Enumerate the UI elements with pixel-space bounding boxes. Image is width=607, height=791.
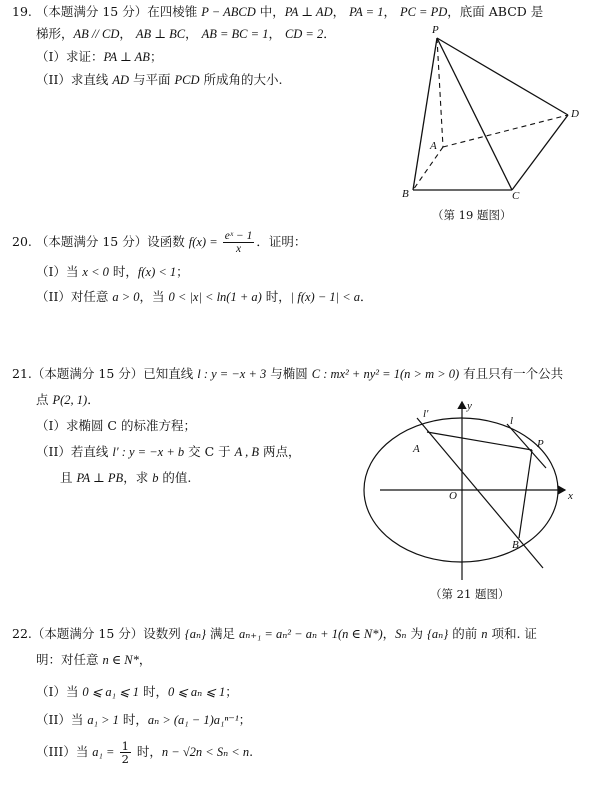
q19-label-D: D: [571, 108, 579, 120]
q22-text: ；: [238, 712, 252, 727]
q19-label-C: C: [512, 190, 520, 202]
q19-part2-end: 所成角的大小.: [199, 72, 283, 87]
q22-number: 22.: [12, 626, 32, 641]
q19-cond: AB // CD: [73, 27, 120, 41]
q22-expr: a₁ =: [92, 745, 118, 759]
q19-label-A: A: [430, 140, 437, 152]
q22-stem-text: ，: [138, 652, 152, 667]
q19-cond: PA ⊥ AD: [284, 5, 333, 19]
q19-cond: CD = 2: [284, 27, 324, 41]
q20-score: （本题满分 15 分）: [35, 234, 148, 249]
q21-label-x: x: [568, 490, 573, 502]
q22-text: ；: [225, 684, 238, 699]
q19-part2-text: 与平面: [129, 72, 175, 87]
q19-part2-label: （II）求直线: [36, 72, 113, 87]
q19-stem-text: 中，: [255, 4, 285, 19]
q19-number: 19.: [12, 4, 32, 19]
q22-fraction: [120, 740, 131, 765]
q19-line-ad: AD: [112, 73, 130, 87]
q19-cond: AB = BC = 1: [201, 27, 269, 41]
q22-part2: [36, 712, 251, 728]
q20-number: 20.: [12, 234, 32, 249]
q22-stem-text: ，: [382, 626, 396, 641]
q21-lprime-eq: l′ : y = −x + b: [112, 445, 185, 459]
q20-expr: 0 < |x| < ln(1 + a): [168, 290, 262, 304]
q22-stem-text: 为: [406, 626, 427, 641]
q20-part2-label: （II）对任意: [36, 289, 113, 304]
q21-ellipse-eq: C : mx² + ny² = 1(n > m > 0): [311, 367, 460, 381]
q19-score: （本题满分 15 分）: [35, 4, 148, 19]
q22-expr: a₁ > 1: [87, 713, 119, 727]
q20-frac-num: eˣ − 1: [224, 230, 253, 242]
q22-sum: Sₙ: [395, 627, 407, 641]
q21-stem-text: 已知直线: [143, 366, 198, 381]
q21-label-P: P: [537, 438, 544, 450]
q20-frac-den: x: [236, 243, 242, 255]
q21-label-y: y: [467, 400, 472, 412]
q21-text: 两点，: [259, 444, 301, 459]
q21-text: 的值.: [158, 470, 192, 485]
q19-stem-text: 在四棱锥: [147, 4, 202, 19]
q20-expr: | f(x) − 1| < a: [290, 290, 361, 304]
q22-stem: [12, 626, 537, 642]
q22-n: n: [481, 627, 488, 641]
q21-label-O: O: [449, 490, 457, 502]
q21-score: （本题满分 15 分）: [31, 366, 144, 381]
q21-line-eq: l : y = −x + 3: [197, 367, 267, 381]
q21-stem-text: ．: [87, 392, 100, 407]
q21-text: ，求: [123, 470, 153, 485]
q22-expr: aₙ > (a₁ − 1)a₁ⁿ⁻¹: [147, 713, 239, 727]
q21-points: A , B: [234, 445, 260, 459]
q19-part1: （I）求证：PA ⊥ AB；: [36, 49, 163, 64]
q21-cond: PA ⊥ PB: [76, 471, 124, 485]
q21-label-l: l: [510, 415, 514, 427]
q20-text: ；: [176, 264, 189, 279]
q22-part3: [36, 738, 253, 766]
q22-stem-line2: [36, 652, 151, 668]
q19-stem: 19. （本题满分 15 分）在四棱锥 P − ABCD 中，PA ⊥ AD， PA = 1， PC = PD，底面 ABCD 是: [12, 4, 544, 19]
q22-part1: [36, 684, 238, 700]
q22-frac-num: 1: [121, 739, 129, 753]
q20-text: 时，: [108, 264, 138, 279]
q22-expr: n − √2n < Sₙ < n: [161, 745, 250, 759]
q22-sequence: {aₙ}: [184, 627, 207, 641]
q19-caption: （第 19 题图）: [432, 208, 512, 222]
q22-recurrence: aₙ₊₁ = aₙ² − aₙ + 1(n ∈ N*): [239, 627, 383, 641]
q22-expr: n ∈ N*: [102, 653, 139, 667]
q22-text: 时，: [138, 684, 168, 699]
q21-part2-label: （II）若直线: [36, 444, 113, 459]
q19-label-P: P: [432, 24, 439, 36]
q21-caption: （第 21 题图）: [430, 587, 510, 601]
q20-text: 时，: [261, 289, 291, 304]
q22-score: （本题满分 15 分）: [31, 626, 144, 641]
q21-text: 交 C 于: [184, 444, 235, 459]
q20-part1-label: （I）当: [36, 264, 83, 279]
q22-stem-text: 项和. 证: [487, 626, 537, 641]
q22-text: 时，: [118, 712, 148, 727]
q21-point: P(2, 1): [52, 393, 88, 407]
q21-stem-text: 有且只有一个公共: [459, 366, 564, 381]
q19-label-B: B: [402, 188, 409, 200]
q20-text: ，当: [139, 289, 169, 304]
q19-cond: PC = PD: [399, 5, 448, 19]
q21-label-A: A: [413, 443, 420, 455]
q22-text: .: [249, 744, 254, 759]
q21-stem-text: 点: [36, 392, 53, 407]
q20-expr: x < 0: [82, 265, 109, 279]
q19-pyramid: P − ABCD: [201, 5, 256, 19]
q22-stem-text: 满足: [206, 626, 240, 641]
q21-number: 21.: [12, 366, 32, 381]
q22-stem-text: 明：对任意: [36, 652, 103, 667]
q22-stem-text: 的前: [448, 626, 482, 641]
q22-expr: 0 ⩽ a₁ ⩽ 1: [82, 685, 139, 699]
q20-expr: a > 0: [112, 290, 140, 304]
q22-stem-text: 设数列: [143, 626, 185, 641]
q19-stem-text: 梯形，: [36, 26, 74, 41]
q19-part1-label: （I）求证：: [36, 49, 104, 64]
q22-sequence: {aₙ}: [426, 627, 449, 641]
q22-part2-label: （II）当: [36, 712, 88, 727]
q22-expr: 0 ⩽ aₙ ⩽ 1: [167, 685, 226, 699]
q21-text: 且: [60, 470, 77, 485]
q20-expr: f(x) < 1: [137, 265, 177, 279]
q21-var: b: [152, 471, 159, 485]
q21-label-B: B: [512, 539, 519, 551]
segment-PB: [519, 450, 532, 538]
q19-cond: AB ⊥ BC: [135, 27, 186, 41]
q19-plane: PCD: [174, 73, 200, 87]
q21-part1: （I）求椭圆 C 的标准方程；: [36, 418, 196, 433]
q22-part1-label: （I）当: [36, 684, 83, 699]
q20-text: ．: [360, 289, 373, 304]
q22-text: 时，: [132, 744, 162, 759]
q19-stem-line2: 梯形，AB // CD， AB ⊥ BC， AB = BC = 1， CD = 2．: [36, 26, 336, 41]
q22-frac-den: 2: [121, 752, 129, 766]
q20-stem-text: 设函数: [147, 234, 189, 249]
q19-cond: PA = 1: [349, 5, 384, 19]
q21-label-lprime: l′: [423, 408, 429, 420]
q21-stem-text: 与椭圆: [266, 366, 312, 381]
q19-stem-text: ，底面 ABCD 是: [447, 4, 544, 19]
q20-function: f(x) =: [188, 235, 221, 249]
q20-stem-text: ．证明：: [256, 234, 307, 249]
q22-part3-label: （III）当: [36, 744, 93, 759]
q19-part1-expr: PA ⊥ AB: [103, 50, 150, 64]
